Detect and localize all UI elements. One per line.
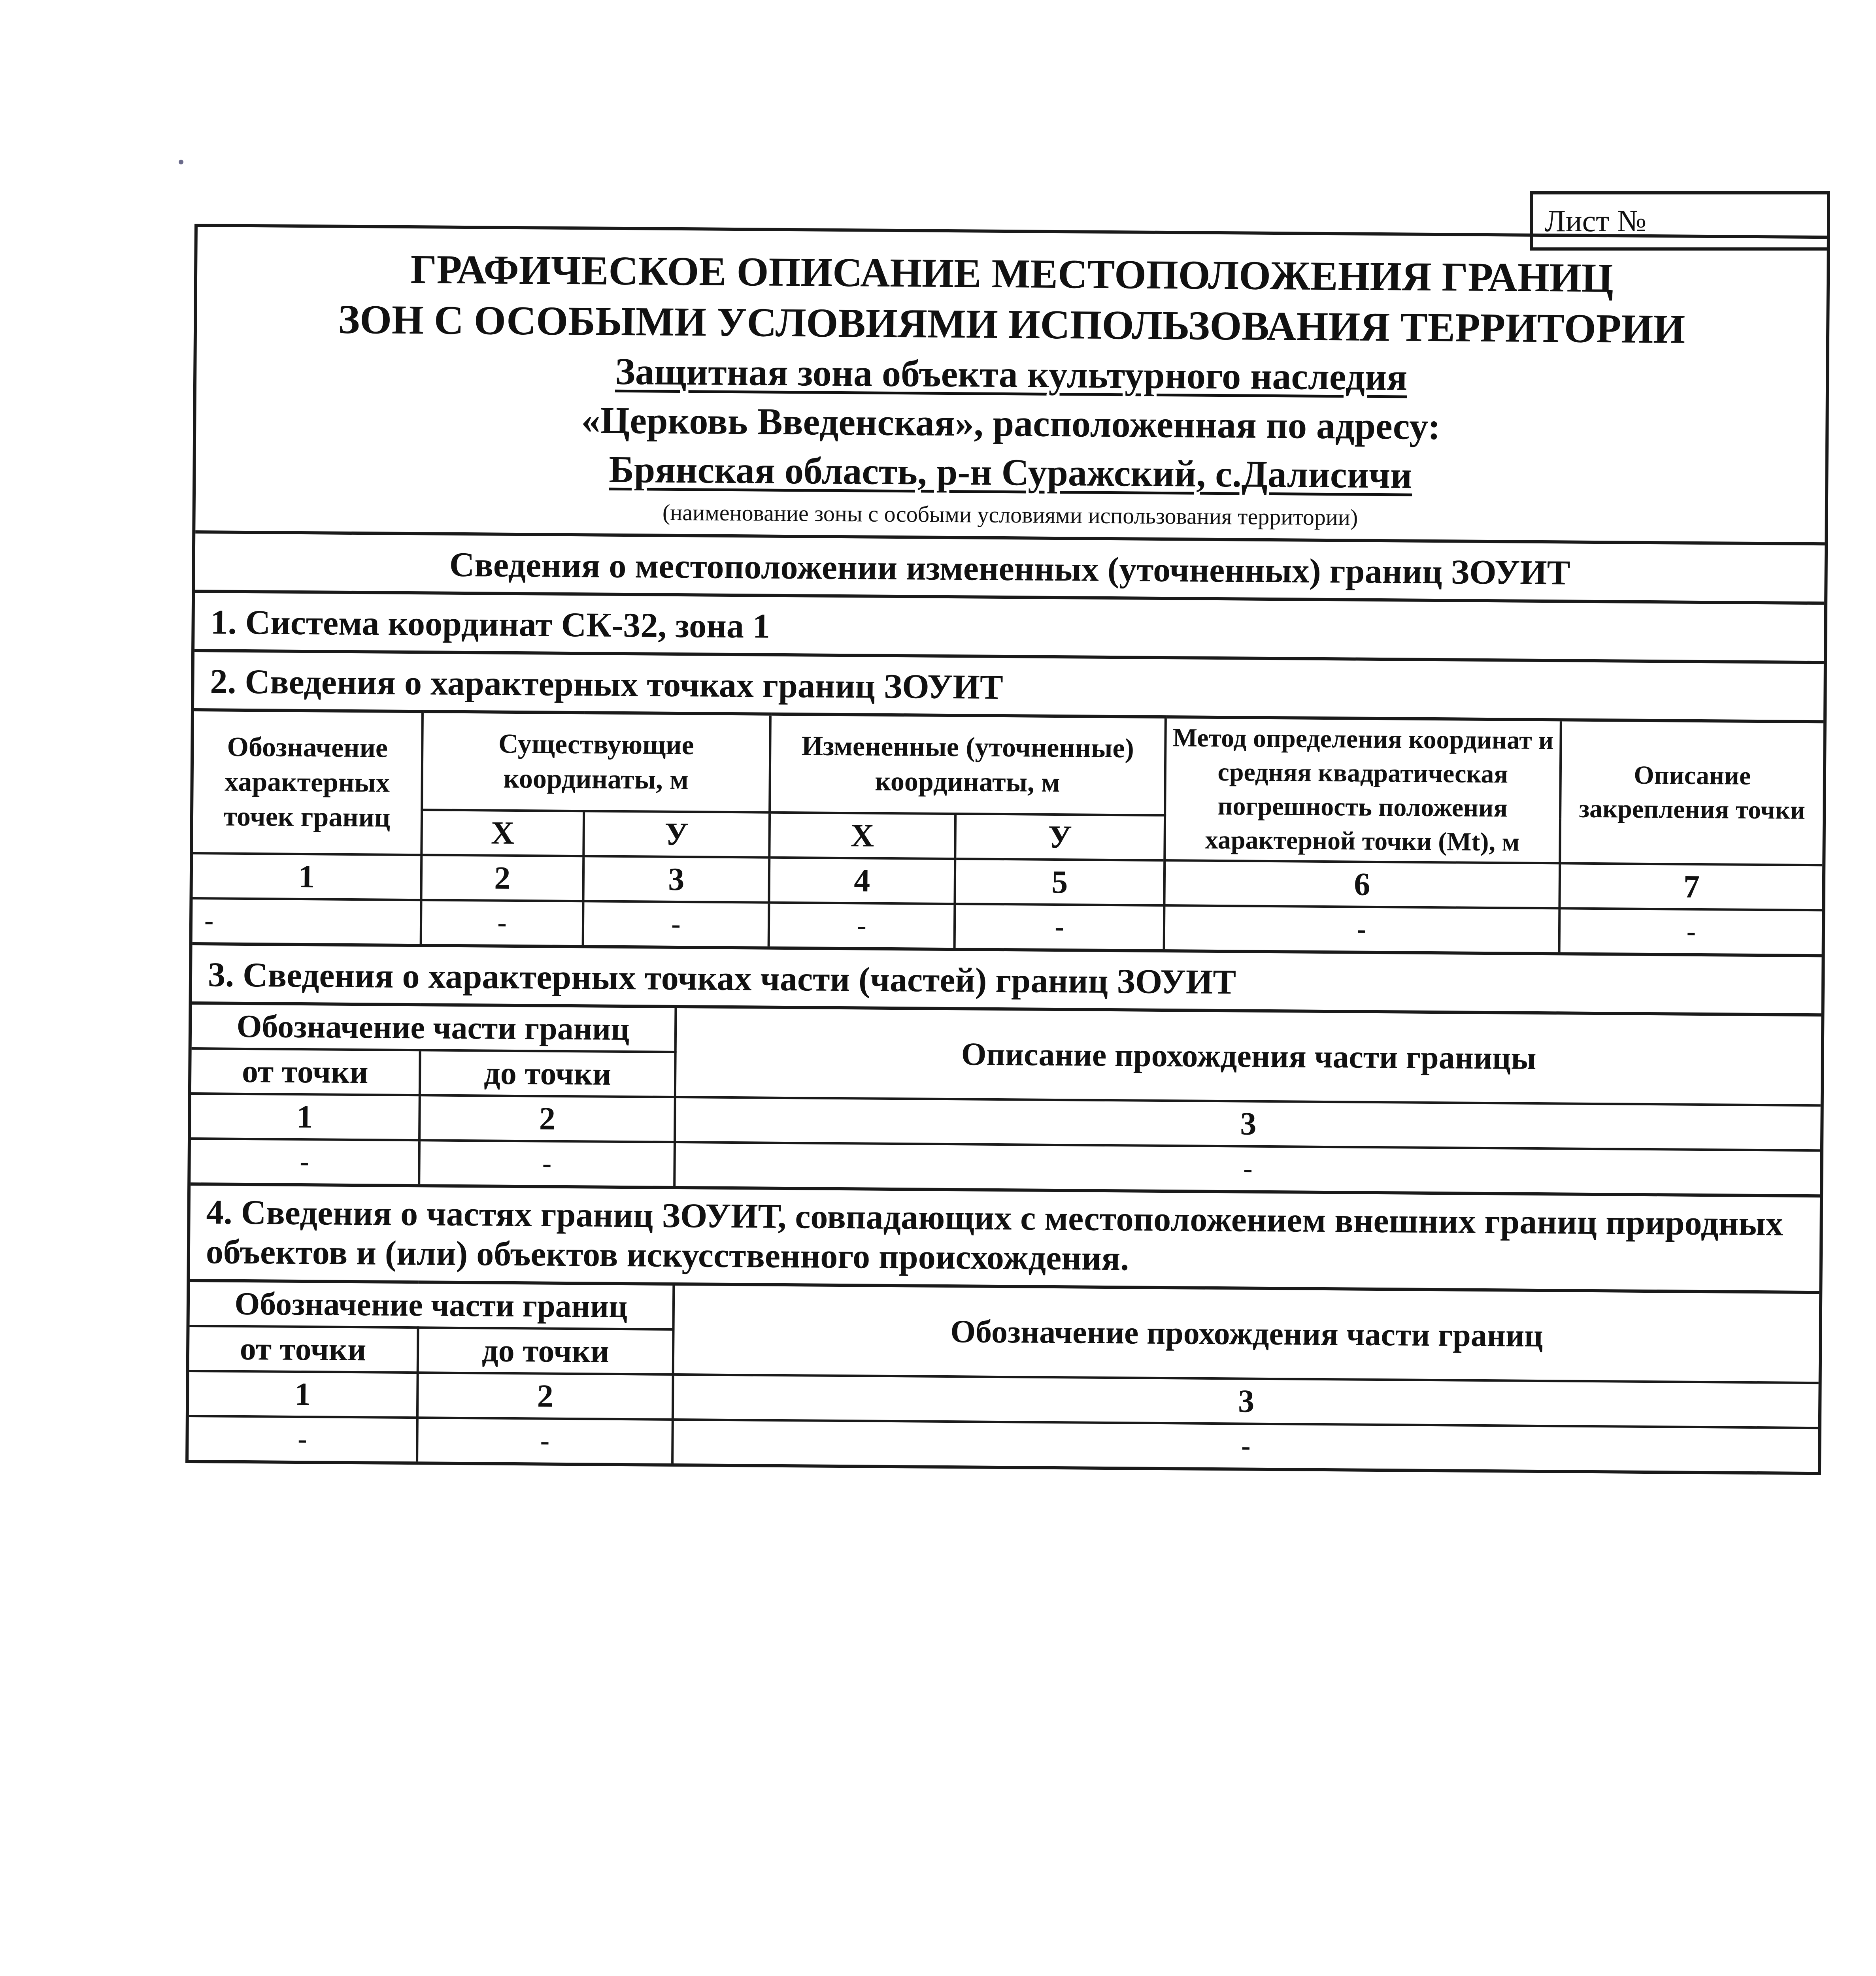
- zone-caption: (наименование зоны с особыми условиями использования территории): [662, 499, 1358, 530]
- table-cell: -: [189, 1416, 417, 1461]
- table-cell: -: [674, 1142, 1820, 1194]
- col-number: 3: [675, 1097, 1821, 1150]
- col-from-point: от точки: [189, 1326, 418, 1373]
- col-number: 5: [955, 859, 1164, 905]
- col-number: 2: [421, 855, 583, 901]
- col-to-point: до точки: [418, 1327, 674, 1375]
- col-changed-x: Х: [769, 813, 955, 859]
- col-part-description: Описание прохождения части границы: [675, 1007, 1821, 1105]
- section-3-title: 3. Сведения о характерных точках части (частей) границ ЗОУИТ: [192, 942, 1822, 1013]
- table-cell: -: [417, 1418, 673, 1463]
- zone-line-2: «Церковь Введенская», расположенная по адресу:: [581, 399, 1441, 448]
- table-cell: -: [955, 904, 1164, 949]
- table-cell: -: [193, 898, 421, 944]
- table-cell: -: [1559, 908, 1822, 954]
- col-number: 7: [1559, 863, 1822, 910]
- col-existing-coords: Существующие координаты, м: [422, 711, 770, 812]
- col-point-designation: Обозначение характерных точек границ: [193, 710, 423, 855]
- table-cell: -: [419, 1140, 675, 1186]
- section-4-title: 4. Сведения о частях границ ЗОУИТ, совпадающих с местоположением внешних границ природных объектов и (или) объектов искусственного происхождения.: [190, 1182, 1820, 1291]
- sheet-number-label: Лист №: [1545, 204, 1647, 238]
- col-number: 1: [189, 1371, 418, 1418]
- section-2-title: 2. Сведения о характерных точках границ ЗОУИТ: [194, 649, 1824, 720]
- col-number: 3: [673, 1375, 1819, 1428]
- natural-parts-table: [189, 1279, 1819, 1472]
- table-cell: -: [583, 901, 769, 946]
- form-header: [195, 227, 1827, 542]
- col-changed-y: У: [955, 814, 1165, 860]
- col-number: 3: [583, 856, 769, 902]
- table-cell: -: [672, 1420, 1818, 1472]
- table-cell: -: [421, 900, 583, 945]
- col-number: 6: [1164, 860, 1560, 908]
- title-line-2: ЗОН С ОСОБЫМИ УСЛОВИЯМИ ИСПОЛЬЗОВАНИЯ ТЕРРИТОРИИ: [338, 296, 1685, 352]
- col-part-passage: Обозначение прохождения части границ: [673, 1284, 1819, 1383]
- title-line-1: ГРАФИЧЕСКОЕ ОПИСАНИЕ МЕСТОПОЛОЖЕНИЯ ГРАНИЦ: [410, 247, 1614, 301]
- table-cell: -: [191, 1139, 419, 1184]
- col-part-designation: Обозначение части границ: [192, 1003, 676, 1052]
- col-changed-coords: Измененные (уточненные) координаты, м: [770, 714, 1166, 815]
- scan-speck: [179, 160, 183, 164]
- table-cell: -: [1164, 905, 1560, 952]
- table-cell: -: [769, 903, 955, 948]
- col-number: 2: [417, 1373, 673, 1420]
- col-method: Метод определения координат и средняя квадратическая погрешность положения характерной точки (Mt), м: [1164, 717, 1561, 863]
- col-part-designation: Обозначение части границ: [190, 1280, 674, 1329]
- section-1-coordinate-system: 1. Система координат СК-32, зона 1: [194, 590, 1824, 661]
- col-number: 2: [419, 1095, 675, 1142]
- col-existing-y: У: [583, 811, 770, 857]
- col-number: 1: [193, 853, 421, 900]
- boundary-form: [185, 224, 1830, 1475]
- col-number: 1: [191, 1094, 420, 1140]
- zone-line-1: Защитная зона объекта культурного наследия: [615, 350, 1408, 398]
- col-from-point: от точки: [191, 1048, 420, 1095]
- col-fixing: Описание закрепления точки: [1560, 720, 1823, 865]
- points-table: [193, 708, 1823, 954]
- col-to-point: до точки: [420, 1050, 676, 1097]
- parts-table: [191, 1001, 1821, 1194]
- info-title: Сведения о местоположении измененных (уточненных) границ ЗОУИТ: [195, 530, 1825, 601]
- col-existing-x: Х: [421, 810, 584, 856]
- col-number: 4: [769, 858, 955, 904]
- zone-address: Брянская область, р-н Суражский, с.Далисичи: [609, 448, 1412, 496]
